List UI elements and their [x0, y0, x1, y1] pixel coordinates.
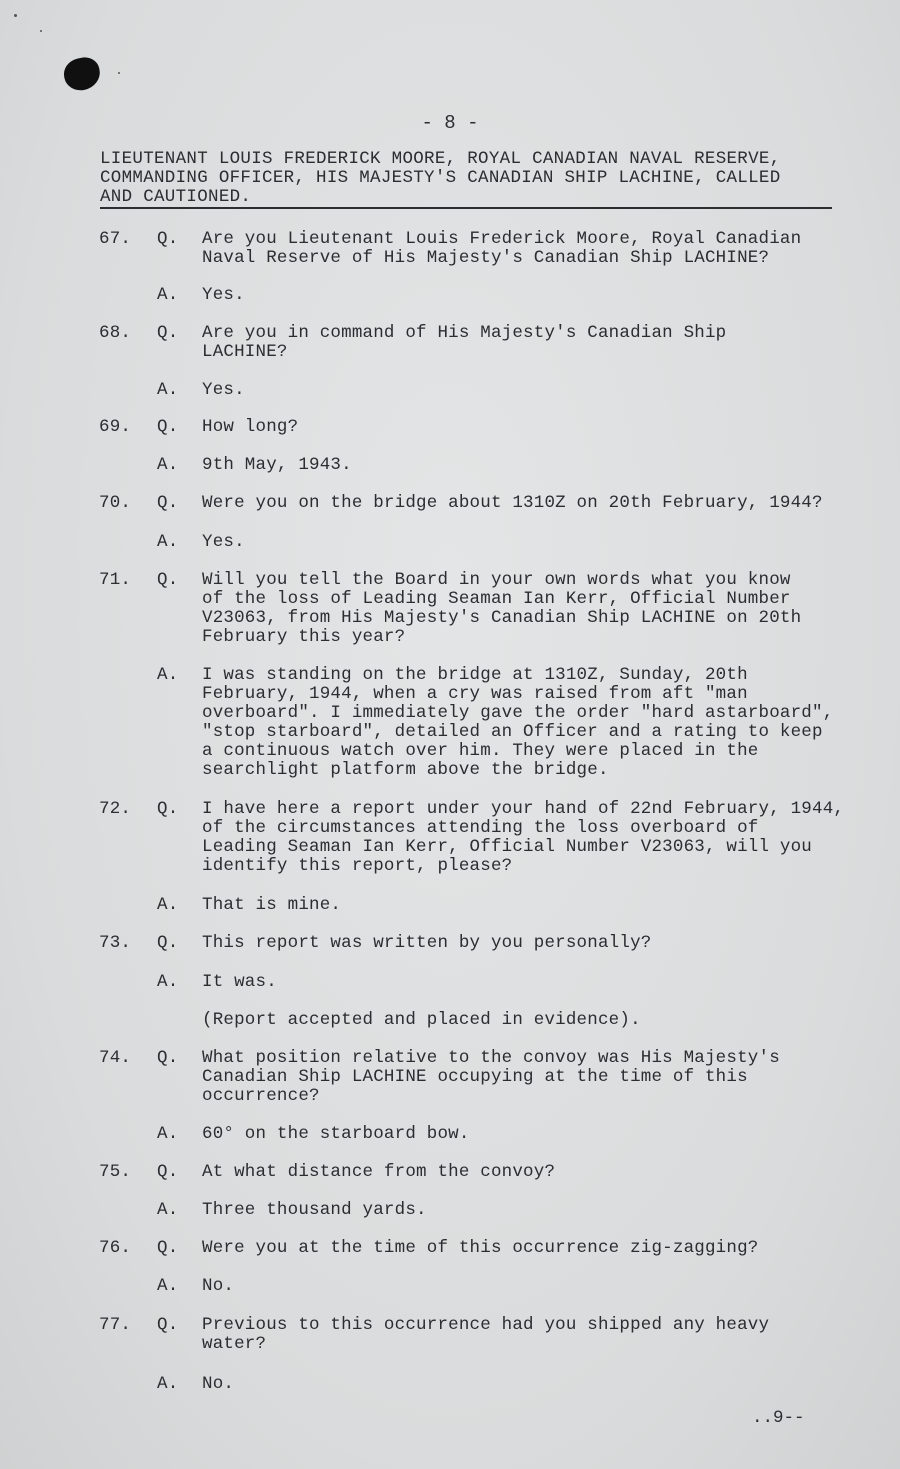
page-number: - 8 -: [421, 112, 479, 134]
qa-label: Q.: [157, 493, 179, 513]
answer-text: Yes.: [202, 285, 245, 305]
qa-label: Q.: [157, 1162, 179, 1182]
question-number: 68.: [99, 323, 132, 343]
qa-label: Q.: [157, 1048, 179, 1068]
question-text: I have here a report under your hand of 22nd February, 1944, of the circumstances attending the loss overboard of Leading Seaman Ian Kerr, Official Number V23063, will you identify this report, please?: [202, 799, 845, 876]
qa-label: Q.: [157, 1238, 179, 1258]
question-text: Previous to this occurrence had you shipped any heavy water?: [202, 1315, 770, 1354]
qa-label: A.: [157, 972, 179, 992]
qa-label: A.: [157, 1200, 179, 1220]
qa-label: Q.: [157, 799, 179, 819]
qa-label: Q.: [157, 417, 179, 437]
qa-label: A.: [157, 455, 179, 475]
question-text: Were you on the bridge about 1310Z on 20th February, 1944?: [202, 493, 823, 513]
question-text: What position relative to the convoy was His Majesty's Canadian Ship LACHINE occupying at the time of this occurrence?: [202, 1048, 780, 1106]
question-text: Are you in command of His Majesty's Canadian Ship LACHINE?: [202, 323, 727, 362]
qa-label: A.: [157, 380, 179, 400]
answer-text: Yes.: [202, 380, 245, 400]
qa-label: Q.: [157, 323, 179, 343]
qa-label: Q.: [157, 1315, 179, 1335]
question-number: 74.: [99, 1048, 132, 1068]
qa-label: A.: [157, 1276, 179, 1296]
punch-hole: [61, 55, 103, 94]
qa-label: A.: [157, 532, 179, 552]
question-text: At what distance from the convoy?: [202, 1162, 556, 1182]
question-number: 69.: [99, 417, 132, 437]
answer-text: That is mine.: [202, 895, 342, 915]
answer-text: 9th May, 1943.: [202, 455, 352, 475]
heading-line: AND CAUTIONED.: [100, 187, 252, 207]
answer-text: 60° on the starboard bow.: [202, 1124, 470, 1144]
qa-label: Q.: [157, 570, 179, 590]
question-number: 75.: [99, 1162, 132, 1182]
question-number: 70.: [99, 493, 132, 513]
speck: [14, 14, 17, 17]
answer-text: I was standing on the bridge at 1310Z, Sunday, 20th February, 1944, when a cry was raised from aft "man overboard". I immediately gave the order "hard astarboard", "stop starboard", detailed an Officer and a rating to keep a continuous watch over him. They were placed in the searchlight platform above the bridge.: [202, 665, 834, 780]
qa-label: Q.: [157, 229, 179, 249]
question-text: This report was written by you personally?: [202, 933, 652, 953]
witness-heading: [100, 150, 840, 207]
qa-label: A.: [157, 1124, 179, 1144]
answer-text: It was.: [202, 972, 277, 992]
answer-text: Three thousand yards.: [202, 1200, 427, 1220]
question-number: 77.: [99, 1315, 132, 1335]
question-number: 73.: [99, 933, 132, 953]
heading-line: COMMANDING OFFICER, HIS MAJESTY'S CANADIAN SHIP LACHINE, CALLED: [100, 168, 781, 188]
answer-text: Yes.: [202, 532, 245, 552]
question-text: Will you tell the Board in your own words what you know of the loss of Leading Seaman Ian Kerr, Official Number V23063, from His Majesty's Canadian Ship LACHINE on 20th February this year?: [202, 570, 802, 647]
question-text: How long?: [202, 417, 299, 437]
qa-label: A.: [157, 665, 179, 685]
heading-rule: [100, 207, 832, 209]
answer-text: No.: [202, 1374, 235, 1394]
evidence-note: (Report accepted and placed in evidence).: [202, 1010, 641, 1030]
qa-label: Q.: [157, 933, 179, 953]
speck: [118, 72, 120, 74]
question-text: Are you Lieutenant Louis Frederick Moore, Royal Canadian Naval Reserve of His Majesty's Canadian Ship LACHINE?: [202, 229, 802, 268]
qa-label: A.: [157, 285, 179, 305]
speck: [40, 30, 42, 32]
question-number: 71.: [99, 570, 132, 590]
qa-label: A.: [157, 895, 179, 915]
question-number: 76.: [99, 1238, 132, 1258]
continuation-marker: ..9--: [752, 1408, 805, 1428]
answer-text: No.: [202, 1276, 235, 1296]
question-text: Were you at the time of this occurrence zig-zagging?: [202, 1238, 759, 1258]
question-number: 72.: [99, 799, 132, 819]
qa-label: A.: [157, 1374, 179, 1394]
question-number: 67.: [99, 229, 132, 249]
heading-line: LIEUTENANT LOUIS FREDERICK MOORE, ROYAL CANADIAN NAVAL RESERVE,: [100, 149, 781, 169]
